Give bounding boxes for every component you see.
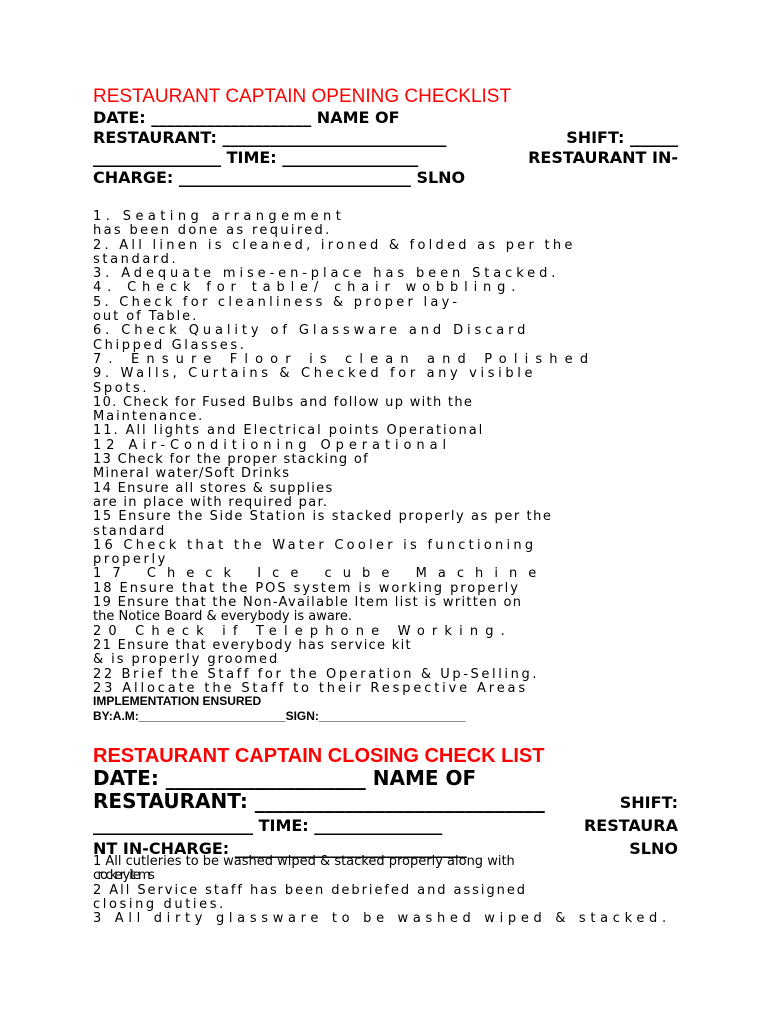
- opening-checklist-items: [93, 210, 678, 696]
- checklist-line: closing duties.: [93, 896, 226, 912]
- checklist-line: 21 Ensure that everybody has service kit: [93, 637, 412, 653]
- header-text: RESTAURANT: ____________________________: [93, 128, 447, 147]
- checklist-line: the Notice Board & everybody is aware.: [93, 609, 353, 625]
- header-text: SHIFT: ______: [566, 128, 678, 147]
- opening-form-header: [93, 108, 678, 188]
- checklist-line: Spots.: [93, 380, 150, 396]
- checklist-line: standard.: [93, 251, 179, 267]
- checklist-line: 1 All cutleries to be washed wiped & stacked properly along with: [93, 854, 515, 869]
- checklist-line: 4. Check for table/ chair wobbling.: [93, 280, 522, 296]
- closing-header-line: [93, 790, 678, 814]
- implementation-block: [93, 694, 466, 724]
- opening-header-line: [93, 108, 678, 128]
- checklist-line: has been done as required.: [93, 223, 332, 239]
- checklist-line: 5. Check for cleanliness & proper lay-: [93, 294, 461, 310]
- checklist-line: 12 Air-Conditioning Operational: [93, 437, 452, 453]
- checklist-line: properly: [93, 552, 168, 568]
- checklist-line: Mineral water/Soft Drinks: [93, 466, 291, 482]
- checklist-line: 22 Brief the Staff for the Operation & Up-Selling.: [93, 666, 540, 682]
- checklist-line: 23 Allocate the Staff to their Respective Areas: [93, 680, 529, 696]
- header-text: SLNO: [629, 839, 678, 858]
- checklist-line: 1. Seating arrangement: [93, 209, 346, 224]
- checklist-line: 2 All Service staff has been debriefed and assigned: [93, 882, 528, 898]
- checklist-line: out of Table.: [93, 309, 199, 325]
- checklist-line: standard: [93, 523, 167, 539]
- header-text: DATE: ____________________ NAME OF: [93, 766, 477, 790]
- checklist-line: 9. Walls, Curtains & Checked for any visible: [93, 366, 537, 382]
- header-text: ________________ TIME: _________________: [93, 148, 419, 167]
- checklist-line: are in place with required par.: [93, 494, 329, 510]
- opening-header-line: [93, 128, 678, 148]
- header-text: ____________________ TIME: ________________: [93, 816, 443, 835]
- checklist-line: 18 Ensure that the POS system is working properly: [93, 580, 520, 596]
- signature-line: BY:A.M:______________________SIGN:______________________: [93, 709, 466, 723]
- header-text: SHIFT:: [619, 793, 678, 812]
- implementation-heading: IMPLEMENTATION ENSURED: [93, 694, 262, 708]
- checklist-line: 20 Check if Telephone Working.: [93, 623, 512, 639]
- checklist-line: 15 Ensure the Side Station is stacked properly as per the: [93, 509, 553, 525]
- header-text: RESTAURANT: _____________________________: [93, 789, 545, 813]
- checklist-line: 13 Check for the proper stacking of: [93, 452, 370, 468]
- checklist-line: & is properly groomed: [93, 652, 280, 668]
- checklist-line: 14 Ensure all stores & supplies: [93, 480, 334, 496]
- header-text: RESTAURANT IN-: [528, 148, 678, 167]
- closing-checklist-items: [93, 855, 678, 926]
- closing-checklist-title: RESTAURANT CAPTAIN CLOSING CHECK LIST: [93, 745, 545, 767]
- checklist-line: crockery items: [93, 868, 153, 884]
- checklist-line: 3. Adequate mise-en-place has been Stacked.: [93, 266, 560, 282]
- header-text: DATE: ____________________ NAME OF: [93, 108, 400, 127]
- opening-checklist-title: RESTAURANT CAPTAIN OPENING CHECKLIST: [93, 86, 512, 107]
- checklist-line: 10. Check for Fused Bulbs and follow up with the: [93, 394, 474, 410]
- header-text: RESTAURA: [583, 816, 678, 835]
- closing-form-header: [93, 767, 678, 860]
- checklist-line: 7. Ensure Floor is clean and Polished: [93, 351, 596, 367]
- checklist-line: 19 Ensure that the Non-Available Item list is written on: [93, 595, 523, 611]
- checklist-line: 11. All lights and Electrical points Operational: [93, 423, 485, 439]
- checklist-line: 17 Check Ice cube Machine: [93, 566, 548, 582]
- opening-header-line: [93, 168, 678, 188]
- opening-header-line: [93, 148, 678, 168]
- checklist-line: 3 All dirty glassware to be washed wiped & stacked.: [93, 911, 671, 927]
- closing-header-line: [93, 767, 678, 790]
- checklist-line: 16 Check that the Water Cooler is functioning: [93, 537, 537, 553]
- checklist-line: Maintenance.: [93, 409, 205, 425]
- checklist-line: 2. All linen is cleaned, ironed & folded as per the: [93, 237, 576, 253]
- checklist-line: Chipped Glasses.: [93, 337, 247, 353]
- header-text: NT IN-CHARGE: _____________________________: [93, 839, 467, 858]
- closing-header-line: [93, 814, 678, 837]
- checklist-line: 6. Check Quality of Glassware and Discard: [93, 323, 530, 339]
- header-text: CHARGE: _____________________________ SLNO: [93, 168, 466, 187]
